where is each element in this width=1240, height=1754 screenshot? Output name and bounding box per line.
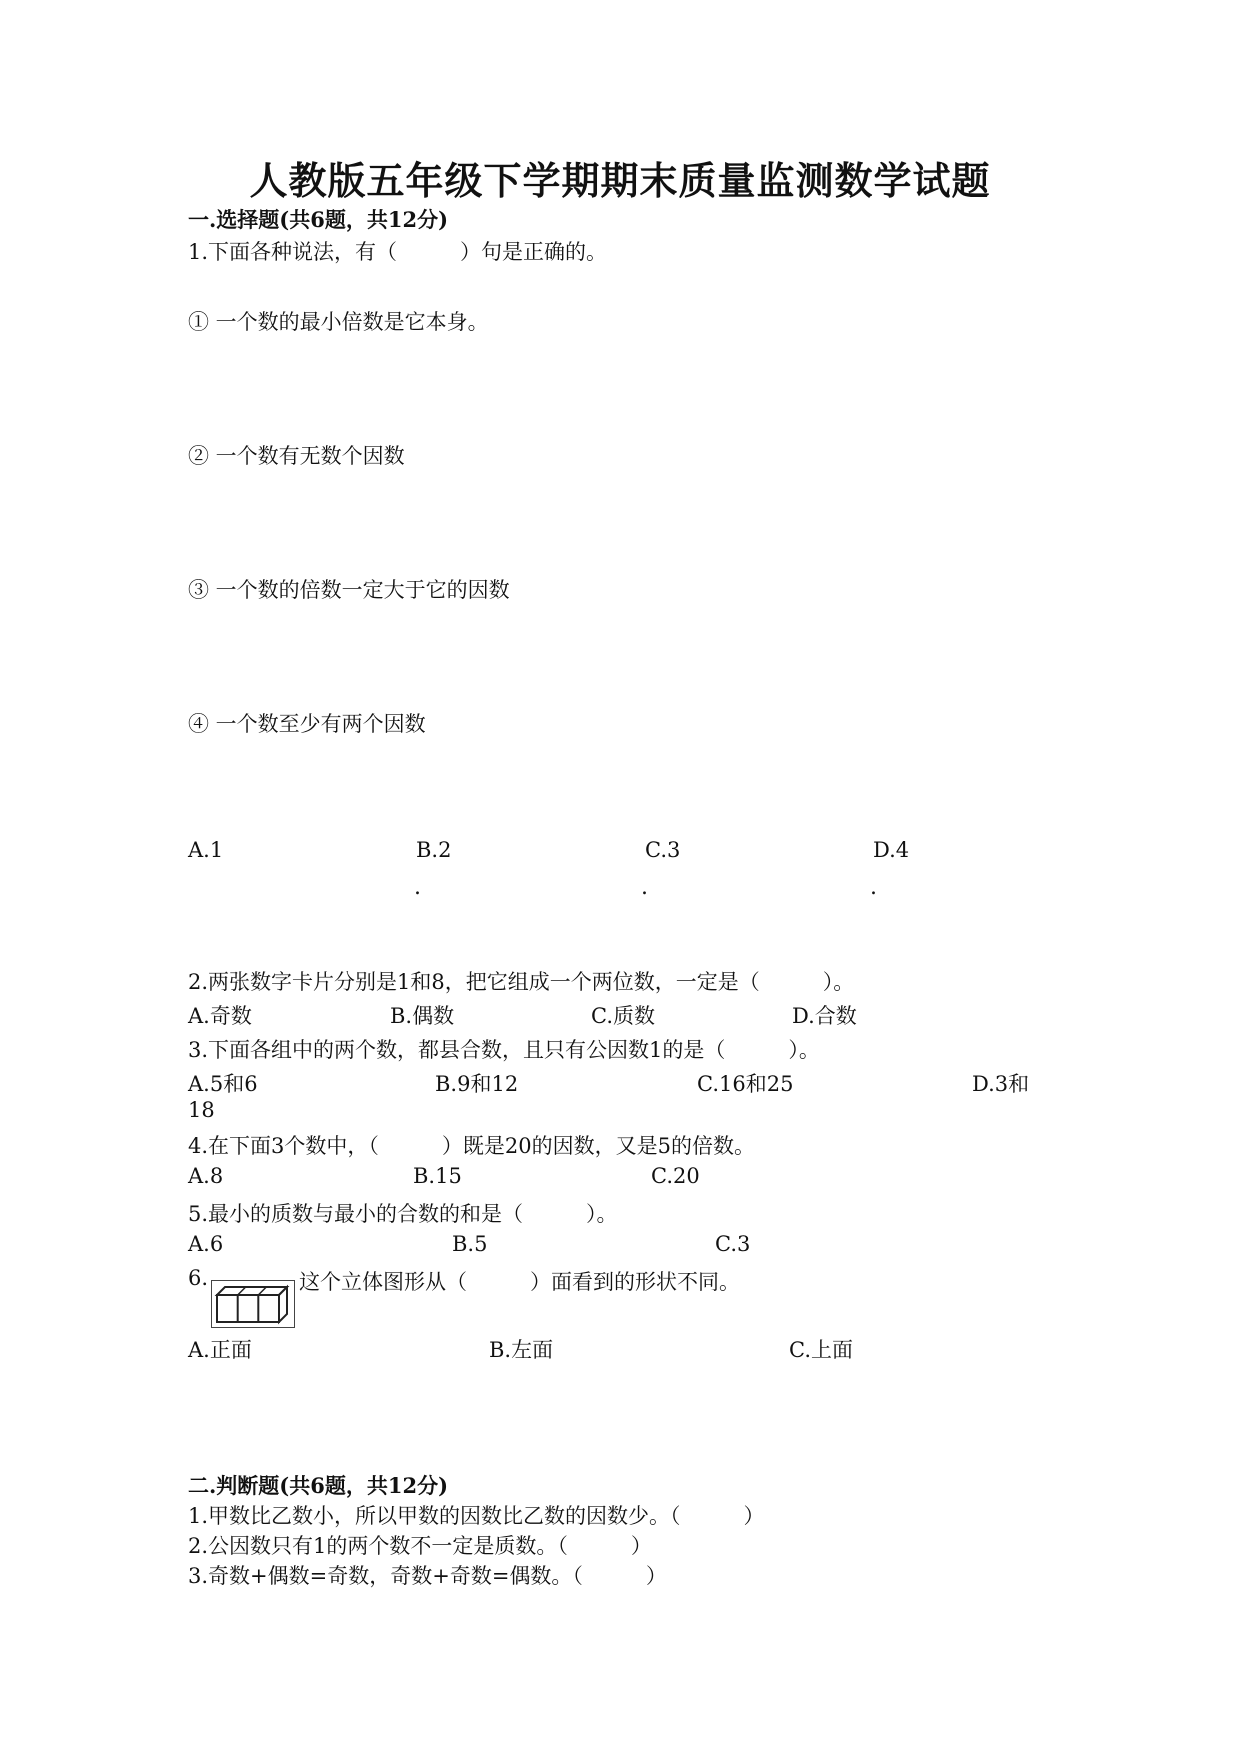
q4-option-b[interactable]: B.15	[413, 1164, 462, 1188]
q6-stem: 这个立体图形从（ ）面看到的形状不同。	[299, 1270, 740, 1294]
q5-stem: 5.最小的质数与最小的合数的和是（ ）。	[188, 1202, 618, 1226]
q2-option-b[interactable]: B.偶数	[390, 1004, 455, 1028]
q1-statement-1: ① 一个数的最小倍数是它本身。	[188, 310, 489, 334]
q5-option-b[interactable]: B.5	[452, 1232, 488, 1256]
q3-option-d[interactable]: D.3和	[972, 1072, 1030, 1096]
q6-number: 6.	[188, 1266, 209, 1290]
q1-option-c[interactable]: C.3	[645, 838, 681, 862]
q2-stem: 2.两张数字卡片分别是1和8，把它组成一个两位数，一定是（ ）。	[188, 970, 855, 994]
section-1-heading: 一.选择题(共6题，共12分)	[188, 207, 449, 232]
q2-option-c[interactable]: C.质数	[591, 1004, 655, 1028]
q5-option-c[interactable]: C.3	[715, 1232, 751, 1256]
section-2-heading: 二.判断题(共6题，共12分)	[188, 1473, 449, 1498]
q1-dot-3: .	[870, 875, 877, 900]
q1-stem: 1.下面各种说法，有（ ）句是正确的。	[188, 240, 608, 264]
q2-option-d[interactable]: D.合数	[792, 1004, 857, 1028]
page-title: 人教版五年级下学期期末质量监测数学试题	[249, 158, 991, 203]
q4-option-a[interactable]: A.8	[188, 1164, 224, 1188]
q3-option-c[interactable]: C.16和25	[697, 1072, 794, 1096]
cube-figure-icon	[211, 1280, 295, 1328]
q3-stem: 3.下面各组中的两个数，都县合数，且只有公因数1的是（ ）。	[188, 1038, 820, 1062]
q6-option-b[interactable]: B.左面	[489, 1338, 554, 1362]
q6-option-a[interactable]: A.正面	[188, 1338, 252, 1362]
q3-option-d-wrap: 18	[188, 1098, 215, 1122]
q1-option-d[interactable]: D.4	[873, 838, 910, 862]
q5-option-a[interactable]: A.6	[188, 1232, 224, 1256]
q1-dot-1: .	[414, 875, 421, 900]
q3-option-b[interactable]: B.9和12	[435, 1072, 519, 1096]
q4-stem: 4.在下面3个数中，（ ）既是20的因数，又是5的倍数。	[188, 1134, 755, 1158]
judge-item-2: 2.公因数只有1的两个数不一定是质数。（ ）	[188, 1534, 652, 1558]
q1-statement-4: ④ 一个数至少有两个因数	[188, 712, 426, 736]
q1-dot-2: .	[641, 875, 648, 900]
q3-option-a[interactable]: A.5和6	[188, 1072, 258, 1096]
q2-option-a[interactable]: A.奇数	[188, 1004, 252, 1028]
q6-option-c[interactable]: C.上面	[789, 1338, 853, 1362]
judge-item-1: 1.甲数比乙数小，所以甲数的因数比乙数的因数少。（ ）	[188, 1504, 765, 1528]
q4-option-c[interactable]: C.20	[651, 1164, 700, 1188]
judge-item-3: 3.奇数+偶数=奇数，奇数+奇数=偶数。（ ）	[188, 1564, 667, 1588]
q1-statement-2: ② 一个数有无数个因数	[188, 444, 405, 468]
q1-option-a[interactable]: A.1	[188, 838, 224, 862]
q1-option-b[interactable]: B.2	[416, 838, 452, 862]
q1-statement-3: ③ 一个数的倍数一定大于它的因数	[188, 578, 510, 602]
